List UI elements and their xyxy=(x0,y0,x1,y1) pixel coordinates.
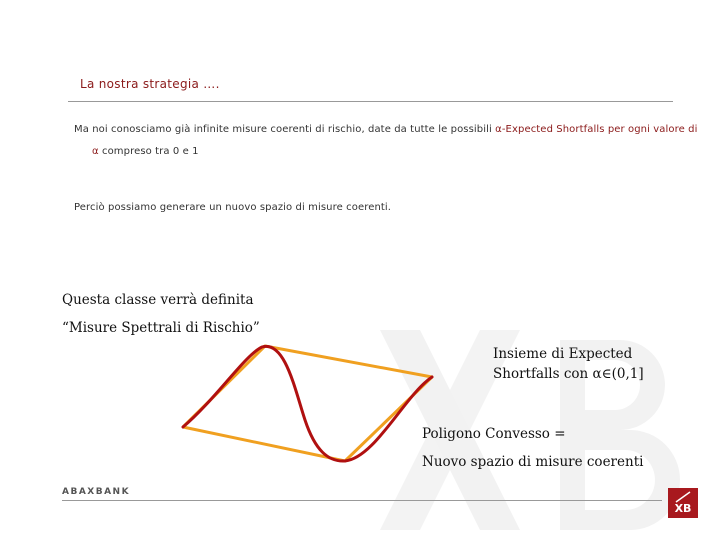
es-set-label-line-1: Insieme di Expected xyxy=(493,346,633,362)
expected-shortfall-curve xyxy=(183,346,432,461)
class-definition-line-2: “Misure Spettrali di Rischio” xyxy=(62,320,260,336)
class-definition-line-1: Questa classe verrà definita xyxy=(62,292,254,308)
convex-polygon xyxy=(183,346,432,461)
es-set-label-line-2: Shortfalls con α∈(0,1] xyxy=(493,366,644,382)
paragraph-1-suffix: compreso tra 0 e 1 xyxy=(98,146,199,157)
paragraph-1-accent: α-Expected Shortfalls per ogni valore di xyxy=(495,124,698,135)
xb-logo xyxy=(668,488,698,518)
paragraph-1-text: Ma noi conosciamo già infinite misure coerenti di rischio, date da tutte le possibili xyxy=(74,124,496,135)
slide-title: La nostra strategia …. xyxy=(80,77,220,91)
abaxbank-logo: ABAXBANK xyxy=(62,487,131,497)
paragraph-2: Perciò possiamo generare un nuovo spazio di misure coerenti. xyxy=(74,202,392,213)
footer-divider xyxy=(62,500,662,501)
polygon-label-line-1: Poligono Convesso = xyxy=(422,426,566,442)
xb-logo-text: XB xyxy=(674,502,692,515)
polygon-label-line-2: Nuovo spazio di misure coerenti xyxy=(422,454,644,470)
alpha-symbol: α xyxy=(92,146,99,157)
